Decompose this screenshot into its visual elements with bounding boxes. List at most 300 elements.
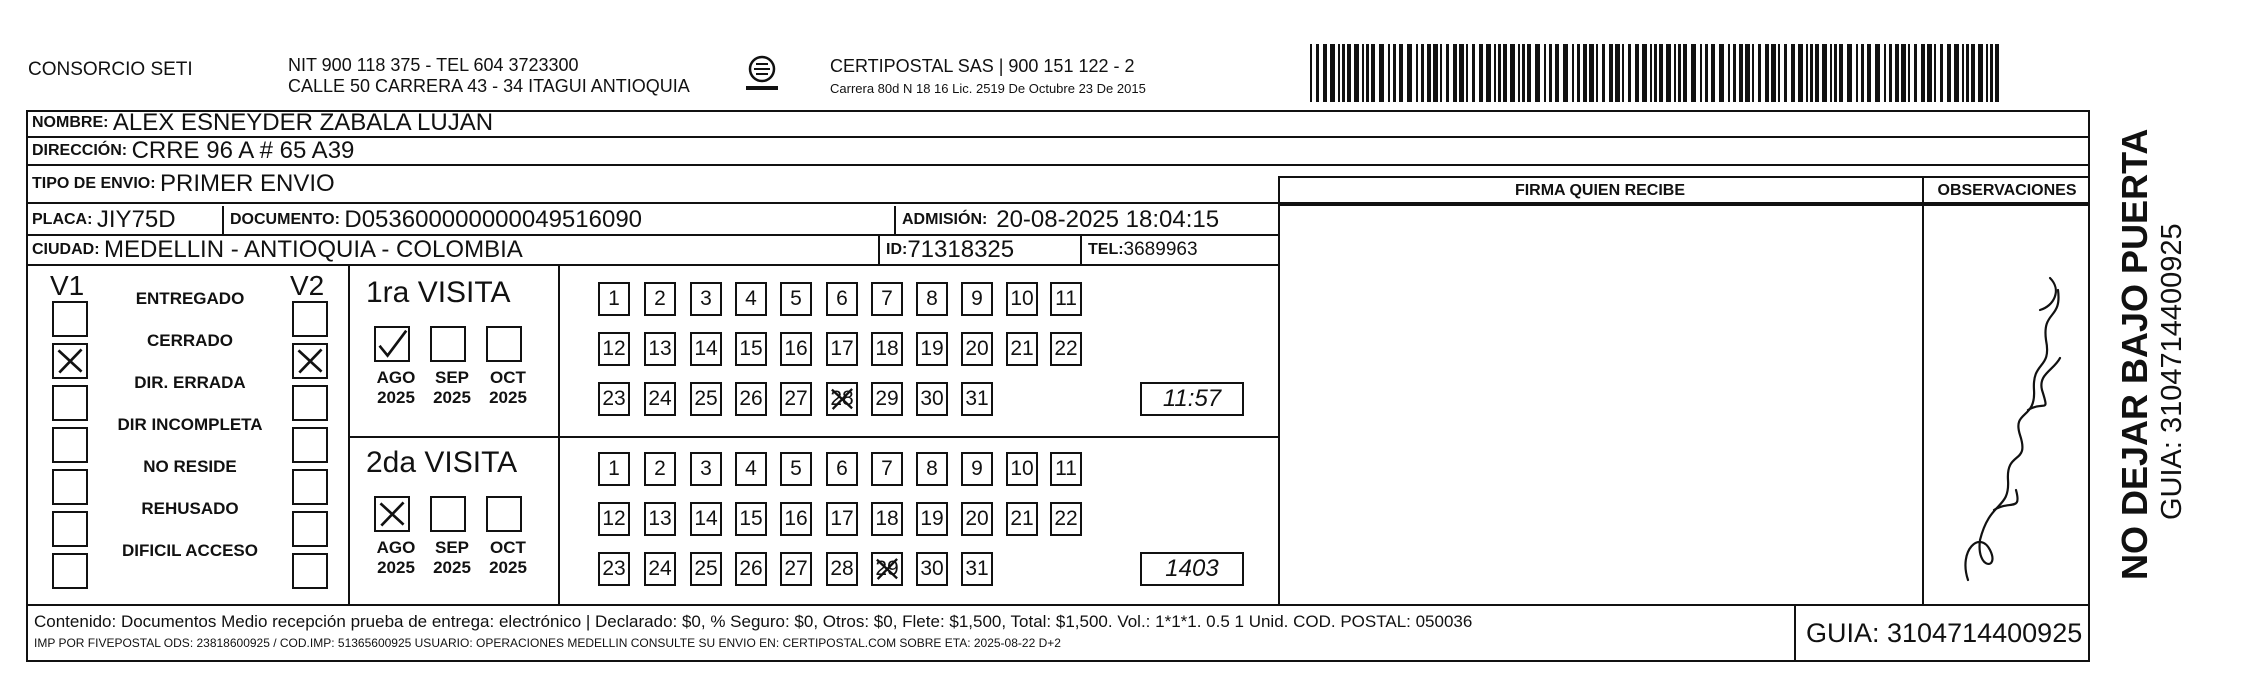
visit2-day-box[interactable]	[1006, 452, 1038, 486]
day-number: 27	[784, 557, 808, 580]
visit1-day-box[interactable]	[1006, 332, 1038, 366]
barcode-bar	[1745, 44, 1750, 102]
barcode-bar	[1861, 44, 1864, 102]
day-number: 20	[965, 337, 989, 360]
day-number: 8	[926, 457, 938, 480]
barcode-bar	[1901, 44, 1906, 102]
visit2-day-box[interactable]	[735, 552, 767, 586]
side-guia: GUIA: 3104714400925	[2156, 223, 2188, 520]
day-number: 25	[694, 557, 718, 580]
barcode-bar	[1518, 44, 1520, 102]
barcode-bar	[1719, 44, 1724, 102]
barcode-bar	[1503, 44, 1507, 102]
visit1-day-box[interactable]	[598, 332, 630, 366]
barcode-bar	[1654, 44, 1657, 102]
barcode-bar	[1572, 44, 1574, 102]
day-number: 20	[965, 507, 989, 530]
day-number: 19	[920, 507, 944, 530]
day-number: 14	[694, 507, 718, 530]
day-number: 16	[784, 507, 808, 530]
barcode-bar	[1354, 44, 1359, 102]
barcode-bar	[1778, 44, 1780, 102]
day-cross-mark	[873, 554, 901, 584]
visit1-day-box[interactable]	[644, 382, 676, 416]
day-number: 26	[739, 387, 763, 410]
nombre-row	[26, 110, 2090, 138]
visit2-time-box[interactable]: 1403	[1140, 552, 1244, 586]
barcode-bar	[1990, 44, 1993, 102]
barcode-bar	[1527, 44, 1531, 102]
visit2-day-box[interactable]	[826, 452, 858, 486]
day-number: 25	[694, 387, 718, 410]
visit1-day-box[interactable]	[1050, 282, 1082, 316]
visit1-day-box[interactable]	[916, 332, 948, 366]
tipo-envio-value: PRIMER ENVIO	[160, 170, 335, 197]
barcode-bar	[1659, 44, 1663, 102]
barcode-bar	[1927, 44, 1932, 102]
documento-label: DOCUMENTO:	[230, 211, 340, 228]
visit2-day-box[interactable]	[735, 502, 767, 536]
barcode-bar	[1666, 44, 1671, 102]
visit1-title: 1ra VISITA	[366, 276, 511, 309]
day-number: 30	[920, 387, 944, 410]
visit2-year-label: 2025	[433, 558, 471, 577]
barcode-bar	[1798, 44, 1803, 102]
day-number: 28	[830, 387, 854, 410]
barcode-bar	[1733, 44, 1736, 102]
status-option-label: REHUSADO	[141, 499, 239, 518]
visit2-day-box[interactable]	[598, 452, 630, 486]
status-option-label: CERRADO	[147, 331, 233, 350]
v2-checkbox[interactable]	[292, 511, 328, 547]
barcode-bar	[1771, 44, 1776, 102]
visit1-day-box[interactable]	[961, 332, 993, 366]
barcode-bar	[1765, 44, 1769, 102]
barcode-bar	[1498, 44, 1501, 102]
day-number: 18	[875, 507, 899, 530]
barcode-bar	[1691, 44, 1696, 102]
barcode-bar	[1596, 44, 1598, 102]
barcode-bar	[1379, 44, 1384, 102]
day-number: 23	[602, 387, 626, 410]
barcode-bar	[1739, 44, 1743, 102]
visit2-day-box[interactable]	[644, 552, 676, 586]
visit1-day-box[interactable]	[961, 282, 993, 316]
day-number: 10	[1010, 287, 1034, 310]
visit1-month-label: OCT	[490, 368, 526, 387]
visit2-day-box[interactable]	[871, 552, 903, 586]
barcode-bar	[1895, 44, 1899, 102]
ciudad-row	[26, 236, 1278, 266]
barcode-bar	[1338, 44, 1340, 102]
barcode-bar	[1510, 44, 1515, 102]
barcode-bar	[1856, 44, 1858, 102]
barcode-bar	[1609, 44, 1613, 102]
admision-value: 20-08-2025 18:04:15	[996, 206, 1220, 233]
visit1-year-label: 2025	[433, 388, 471, 407]
barcode-bar	[1962, 44, 1964, 102]
day-number: 13	[648, 507, 672, 530]
barcode-bar	[1914, 44, 1917, 102]
visit1-year-label: 2025	[489, 388, 527, 407]
visit2-day-box[interactable]	[826, 502, 858, 536]
visit1-day-box[interactable]	[871, 382, 903, 416]
visit1-day-box[interactable]	[780, 332, 812, 366]
visit2-day-box[interactable]	[598, 502, 630, 536]
barcode-bar	[1934, 44, 1936, 102]
barcode-bar	[1947, 44, 1951, 102]
tel-label: TEL:	[1088, 241, 1124, 258]
barcode-bar	[1446, 44, 1449, 102]
barcode-bar	[1954, 44, 1959, 102]
day-number: 6	[836, 287, 848, 310]
day-number: 15	[739, 337, 763, 360]
status-option-label: DIR INCOMPLETA	[117, 415, 263, 434]
barcode-bar	[1678, 44, 1681, 102]
barcode-bar	[1399, 44, 1403, 102]
visit2-day-box[interactable]	[780, 452, 812, 486]
status-option-label: DIFICIL ACCESO	[121, 541, 258, 560]
firma-label: FIRMA QUIEN RECIBE	[1514, 182, 1686, 199]
visit1-day-box[interactable]	[644, 332, 676, 366]
day-number: 17	[830, 337, 854, 360]
barcode-bar	[1966, 44, 1969, 102]
tipo-envio-label: TIPO DE ENVIO:	[32, 175, 156, 192]
visit2-year-label: 2025	[489, 558, 527, 577]
visit2-month-checkbox[interactable]	[430, 496, 466, 532]
certipostal-line-1: CERTIPOSTAL SAS | 900 151 122 - 2	[830, 56, 1135, 76]
visit2-month-label: OCT	[490, 538, 526, 557]
barcode-bar	[1628, 44, 1631, 102]
barcode-bar	[1830, 44, 1832, 102]
barcode-bar	[1494, 44, 1496, 102]
barcode-bar	[1362, 44, 1364, 102]
day-number: 17	[830, 507, 854, 530]
visit1-day-box[interactable]	[1006, 282, 1038, 316]
barcode-bar	[1583, 44, 1587, 102]
barcode-bar	[1784, 44, 1787, 102]
nombre-label: NOMBRE:	[32, 114, 109, 131]
barcode-bar	[1867, 44, 1871, 102]
visit1-day-box[interactable]	[735, 282, 767, 316]
v1-label: V1	[50, 270, 85, 301]
day-number: 30	[920, 557, 944, 580]
visit2-day-box[interactable]	[916, 552, 948, 586]
day-number: 22	[1054, 507, 1078, 530]
barcode-bar	[1642, 44, 1647, 102]
visit2-month-label: AGO	[376, 538, 416, 557]
observaciones-label: OBSERVACIONES	[1937, 182, 2077, 199]
barcode-bar	[1577, 44, 1580, 102]
barcode-bar	[1622, 44, 1624, 102]
firma-divider	[1278, 176, 1280, 606]
barcode-bar	[1650, 44, 1652, 102]
v1-checkbox[interactable]	[52, 553, 88, 589]
barcode-bar	[1589, 44, 1594, 102]
day-number: 11	[1055, 457, 1077, 480]
visit1-day-box[interactable]	[871, 282, 903, 316]
day-number: 26	[739, 557, 763, 580]
visit1-day-box[interactable]	[826, 282, 858, 316]
v2-checkbox[interactable]	[292, 553, 328, 589]
day-number: 8	[926, 287, 938, 310]
barcode-bar	[1563, 44, 1568, 102]
barcode-bar	[1479, 44, 1483, 102]
day-number: 13	[648, 337, 672, 360]
barcode-bar	[1421, 44, 1424, 102]
documento-value: D053600000000049516090	[344, 206, 643, 233]
day-number: 21	[1010, 337, 1034, 360]
day-number: 11	[1055, 287, 1077, 310]
day-number: 6	[836, 457, 848, 480]
visit1-day-box[interactable]	[598, 382, 630, 416]
day-number: 2	[654, 287, 666, 310]
day-number: 29	[875, 387, 899, 410]
barcode-bar	[1486, 44, 1491, 102]
day-number: 9	[971, 287, 983, 310]
visit1-day-box[interactable]	[780, 382, 812, 416]
barcode-bar	[1440, 44, 1442, 102]
barcode-bar	[1459, 44, 1464, 102]
v2-checkbox[interactable]	[292, 385, 328, 421]
day-number: 31	[965, 387, 989, 410]
visit2-day-box[interactable]	[871, 502, 903, 536]
day-number: 27	[784, 387, 808, 410]
certipostal-logo-icon	[742, 54, 782, 96]
barcode-bar	[1884, 44, 1886, 102]
barcode-bar	[1466, 44, 1468, 102]
barcode-bar	[1889, 44, 1892, 102]
visit1-day-box[interactable]	[690, 282, 722, 316]
ciudad-value: MEDELLIN - ANTIOQUIA - COLOMBIA	[104, 236, 523, 263]
barcode-bar	[1472, 44, 1475, 102]
barcode-bar	[1986, 44, 1988, 102]
visit1-day-box[interactable]	[690, 332, 722, 366]
barcode-bar	[1342, 44, 1345, 102]
barcode-bar	[1416, 44, 1418, 102]
day-number: 5	[790, 457, 802, 480]
visit2-day-box[interactable]	[916, 452, 948, 486]
visit2-day-box[interactable]	[735, 452, 767, 486]
visit2-day-box[interactable]	[690, 502, 722, 536]
visit2-day-box[interactable]	[780, 502, 812, 536]
visit1-day-box[interactable]	[735, 382, 767, 416]
id-label: ID:	[886, 241, 908, 258]
day-number: 7	[881, 287, 893, 310]
visit1-day-box[interactable]	[1050, 332, 1082, 366]
id-value: 71318325	[907, 236, 1015, 263]
day-number: 5	[790, 287, 802, 310]
day-number: 21	[1010, 507, 1034, 530]
day-number: 14	[694, 337, 718, 360]
visit1-day-box[interactable]	[961, 382, 993, 416]
visit1-day-box[interactable]	[916, 382, 948, 416]
day-number: 1	[608, 457, 620, 480]
barcode-bar	[1674, 44, 1676, 102]
placa-row	[26, 206, 1278, 236]
day-number: 2	[654, 457, 666, 480]
barcode-bar	[1940, 44, 1943, 102]
visit2-day-box[interactable]	[780, 552, 812, 586]
visit1-day-box[interactable]	[780, 282, 812, 316]
visit2-day-box[interactable]	[826, 552, 858, 586]
v2-checkbox[interactable]	[292, 469, 328, 505]
visit2-day-box[interactable]	[644, 452, 676, 486]
visit1-day-box[interactable]	[826, 332, 858, 366]
placa-label: PLACA:	[32, 211, 93, 228]
barcode-bar	[1834, 44, 1837, 102]
day-number: 12	[602, 507, 626, 530]
barcode-bar	[1921, 44, 1925, 102]
barcode-bar	[1347, 44, 1351, 102]
v2-checkbox[interactable]	[292, 343, 328, 379]
day-number: 19	[920, 337, 944, 360]
visit1-day-box[interactable]	[916, 282, 948, 316]
visit2-day-box[interactable]	[690, 552, 722, 586]
day-number: 10	[1010, 457, 1034, 480]
day-number: 3	[700, 287, 712, 310]
barcode-bar	[1705, 44, 1708, 102]
v1-checkbox[interactable]	[52, 385, 88, 421]
visit2-day-box[interactable]	[598, 552, 630, 586]
visit2-day-box[interactable]	[871, 452, 903, 486]
barcode-bar	[1700, 44, 1702, 102]
v1-checkbox[interactable]	[52, 511, 88, 547]
barcode-bar	[1555, 44, 1559, 102]
barcode-bar	[1310, 44, 1312, 102]
day-number: 18	[875, 337, 899, 360]
barcode-bar	[1388, 44, 1390, 102]
tel-value: 3689963	[1123, 239, 1198, 260]
day-number: 4	[745, 457, 757, 480]
day-number: 7	[881, 457, 893, 480]
footer-row	[26, 606, 2090, 662]
visit2-month-checkbox[interactable]	[486, 496, 522, 532]
visit2-title: 2da VISITA	[366, 446, 518, 479]
visit1-day-box[interactable]	[826, 382, 858, 416]
side-warning: NO DEJAR BAJO PUERTA	[2114, 128, 2155, 580]
day-number: 24	[648, 557, 672, 580]
barcode-bar	[1544, 44, 1546, 102]
footer-line-1: Contenido: Documentos Medio recepción prueba de entrega: electrónico | Declarado: $0, % Seguro: $0, Otros: $0, Flete: $1,500, Total: $1,500. Vol.: 1*1*1. 0.5 1 Unid. COD. POSTAL: 050036	[34, 612, 1473, 631]
barcode-bar	[1810, 44, 1813, 102]
visit1-day-box[interactable]	[598, 282, 630, 316]
admision-label: ADMISIÓN:	[902, 211, 988, 228]
visit1-month-checkbox[interactable]	[430, 326, 466, 362]
barcode-bar	[1806, 44, 1808, 102]
visit1-time-box[interactable]: 11:57	[1140, 382, 1244, 416]
v1-checkbox[interactable]	[52, 301, 88, 337]
visit2-day-box[interactable]	[961, 502, 993, 536]
barcode-bar	[1433, 44, 1438, 102]
barcode-bar	[1822, 44, 1827, 102]
barcode-bar	[1752, 44, 1754, 102]
visit2-month-label: SEP	[434, 538, 470, 557]
barcode-bar	[1711, 44, 1715, 102]
barcode-bar	[1875, 44, 1880, 102]
day-number: 9	[971, 457, 983, 480]
status-option-label: NO RESIDE	[143, 457, 237, 476]
day-number: 12	[602, 337, 626, 360]
visit1-month-checkbox[interactable]	[486, 326, 522, 362]
day-number: 28	[830, 557, 854, 580]
day-number: 31	[965, 557, 989, 580]
barcode-bar	[1995, 44, 1999, 102]
day-number: 29	[875, 557, 899, 580]
v2-checkbox[interactable]	[292, 301, 328, 337]
nit-line-1: NIT 900 118 375 - TEL 604 3723300	[288, 55, 579, 75]
status-option-label: ENTREGADO	[135, 289, 245, 308]
barcode-bar	[1535, 44, 1540, 102]
visit1-day-box[interactable]	[735, 332, 767, 366]
day-cross-mark	[828, 384, 856, 414]
visit1-month-label: SEP	[434, 368, 470, 387]
visit1-month-checkbox[interactable]	[374, 326, 410, 362]
visit2-year-label: 2025	[377, 558, 415, 577]
barcode-bar	[1758, 44, 1761, 102]
barcode-bar	[1635, 44, 1639, 102]
barcode-bar	[1427, 44, 1431, 102]
visit2-month-checkbox[interactable]	[374, 496, 410, 532]
visit2-day-box[interactable]	[1050, 502, 1082, 536]
barcode-bar	[1791, 44, 1795, 102]
direccion-row	[26, 138, 2090, 166]
day-number: 1	[608, 287, 620, 310]
visit2-day-box[interactable]	[644, 502, 676, 536]
visit1-month-label: AGO	[376, 368, 416, 387]
recipient-signature	[1950, 250, 2080, 590]
visit1-day-box[interactable]	[690, 382, 722, 416]
visit1-day-box[interactable]	[871, 332, 903, 366]
barcode-bar	[1393, 44, 1396, 102]
visit2-day-box[interactable]	[961, 452, 993, 486]
v1-checkbox[interactable]	[52, 427, 88, 463]
barcode-bar	[1407, 44, 1412, 102]
visit2-day-box[interactable]	[1006, 502, 1038, 536]
direccion-value: CRRE 96 A # 65 A39	[131, 137, 355, 164]
v1-checkbox[interactable]	[52, 343, 88, 379]
visit1-day-box[interactable]	[644, 282, 676, 316]
direccion-label: DIRECCIÓN:	[32, 142, 128, 159]
nit-line-2: CALLE 50 CARRERA 43 - 34 ITAGUI ANTIOQUIA	[288, 76, 690, 96]
barcode-bar	[1316, 44, 1319, 102]
company-name: CONSORCIO SETI	[28, 59, 193, 80]
v1-checkbox[interactable]	[52, 469, 88, 505]
day-number: 15	[739, 507, 763, 530]
barcode-bar	[1978, 44, 1983, 102]
visit2-day-box[interactable]	[1050, 452, 1082, 486]
certipostal-line-2: Carrera 80d N 18 16 Lic. 2519 De Octubre 23 De 2015	[830, 81, 1146, 96]
day-number: 24	[648, 387, 672, 410]
visit2-day-box[interactable]	[961, 552, 993, 586]
day-number: 16	[784, 337, 808, 360]
barcode-bar	[1522, 44, 1525, 102]
day-number: 3	[700, 457, 712, 480]
visit2-day-box[interactable]	[916, 502, 948, 536]
barcode-bar	[1330, 44, 1335, 102]
visit2-day-box[interactable]	[690, 452, 722, 486]
v2-checkbox[interactable]	[292, 427, 328, 463]
barcode-bar	[1371, 44, 1375, 102]
day-number: 4	[745, 287, 757, 310]
barcode-bar	[1366, 44, 1369, 102]
barcode-bar	[1839, 44, 1843, 102]
nombre-value: ALEX ESNEYDER ZABALA LUJAN	[112, 109, 494, 136]
barcode-bar	[1323, 44, 1327, 102]
barcode-bar	[1453, 44, 1457, 102]
footer-line-2: IMP POR FIVEPOSTAL ODS: 23818600925 / COD.IMP: 51365600925 USUARIO: OPERACIONES MEDELLIN CONSULTE SU ENVIO EN: CERTIPOSTAL.COM SOBRE ETA: 2025-08-22 D+2	[34, 636, 1061, 650]
barcode	[1310, 44, 2000, 102]
